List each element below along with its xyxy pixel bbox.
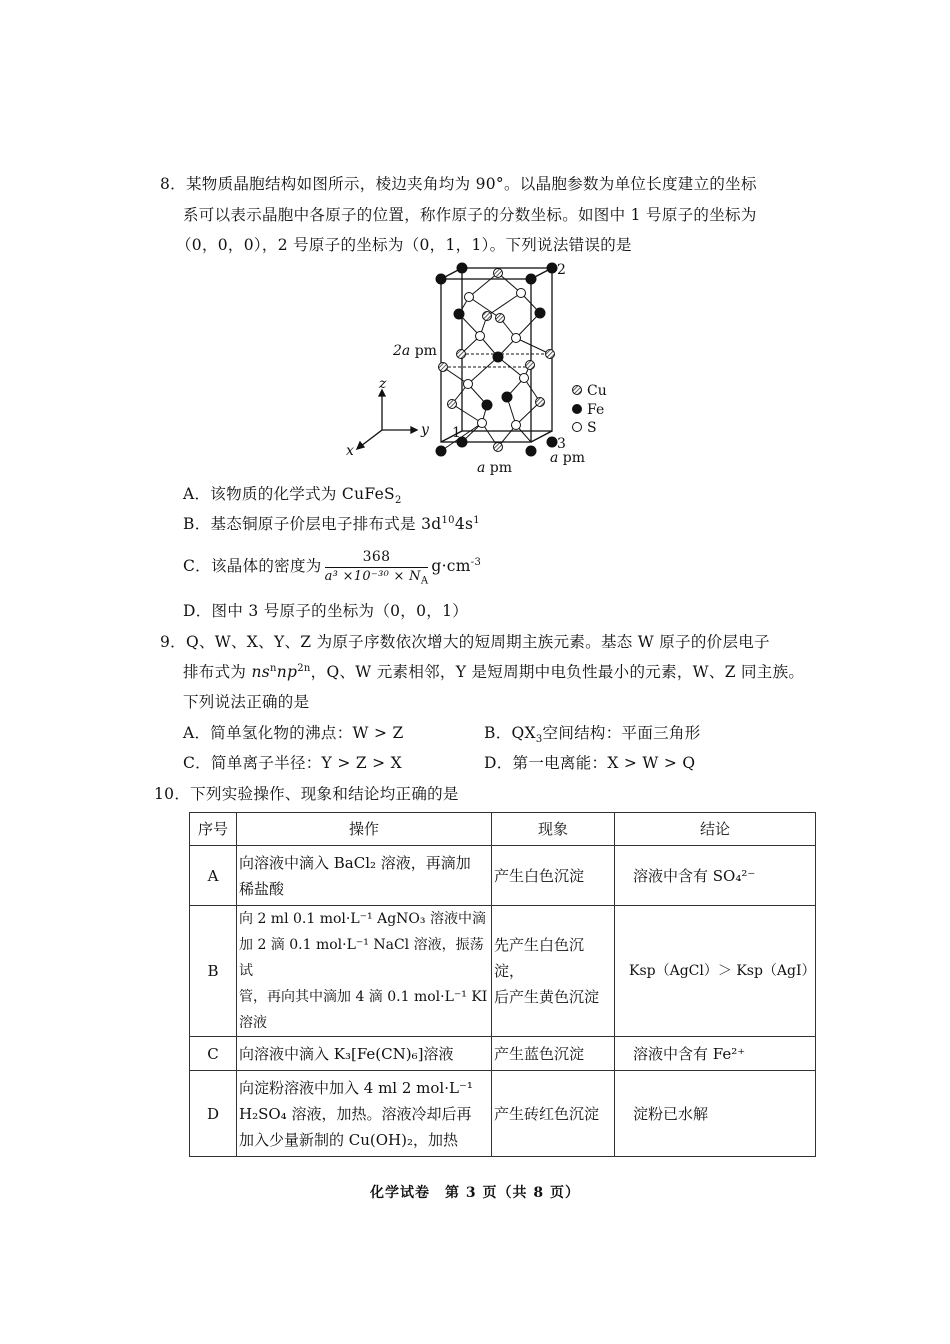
svg-text:x: x <box>346 443 354 459</box>
q9-line3: 下列说法正确的是 <box>183 693 310 711</box>
legend-fe: Fe <box>587 402 605 418</box>
q8-option-c: C．该晶体的密度为 $\frac{368}{a^3 \times 10^{-30} \times N_A}$ $g\cdot cm^{-3}$ <box>183 549 482 587</box>
experiment-table <box>189 812 816 1157</box>
crystal-cell-figure <box>340 258 620 478</box>
table-row: D 向淀粉溶液中加入 4 ml 2 mol·L⁻¹ H₂SO₄ 溶液，加热。溶液冷却后再 加入少量新制的 Cu(OH)₂，加热 产生砖红色沉淀 淀粉已水解 <box>190 1071 816 1157</box>
table-row: A 向溶液中滴入 BaCl₂ 溶液，再滴加 稀盐酸 产生白色沉淀 溶液中含有 SO₄²⁻ <box>190 846 816 906</box>
page-footer: 化学试卷 第 3 页（共 8 页） <box>370 1185 580 1201</box>
svg-text:a pm: a pm <box>477 460 513 476</box>
atom-label-3: 3 <box>557 436 566 452</box>
q8-line2: 系可以表示晶胞中各原子的位置，称作原子的分数坐标。如图中 1 号原子的坐标为 <box>183 206 757 224</box>
q9-line2: 排布式为 $ns^nnp^{2n}$，Q、W 元素相邻，Y 是短周期中电负性最小的元素，W、Z 同主族。 <box>183 662 805 681</box>
svg-text:2a pm: 2a pm <box>393 343 437 359</box>
atom-label-2: 2 <box>557 262 566 278</box>
q9-option-d: D．第一电离能：X > W > Q <box>484 754 696 772</box>
svg-text:z: z <box>379 376 387 392</box>
q9-option-a: A．简单氢化物的沸点：W > Z <box>183 724 404 742</box>
table-row: B 向 2 ml 0.1 mol·L⁻¹ AgNO₃ 溶液中滴 加 2 滴 0.1 mol·L⁻¹ NaCl 溶液，振荡试 管，再向其中滴加 4 滴 0.1 mol·L⁻¹ KI 溶液 先产生白色沉淀， 后产生黄色沉淀 Ksp（AgCl）＞ Ksp（AgI） <box>190 906 816 1037</box>
q9-option-c: C．简单离子半径：Y > Z > X <box>183 754 402 772</box>
q8-line1: 8．某物质晶胞结构如图所示，棱边夹角均为 90°。以晶胞参数为单位长度建立的坐标 <box>160 175 757 193</box>
q8-option-b: B．基态铜原子价层电子排布式是 $3d^{10}4s^1$ <box>183 514 480 533</box>
q9-option-b: B．$QX_3$空间结构：平面三角形 <box>484 724 701 746</box>
q8-option-d: D．图中 3 号原子的坐标为（0，0，1） <box>183 602 469 620</box>
q8-option-a: A．该物质的化学式为 CuFeS$_2$ <box>183 485 402 507</box>
legend-s: S <box>587 420 597 436</box>
q8-number: 8． <box>160 175 186 193</box>
legend-cu: Cu <box>587 383 607 399</box>
table-header-row: 序号 操作 现象 结论 <box>190 813 816 846</box>
q10-line1: 10．下列实验操作、现象和结论均正确的是 <box>154 785 459 803</box>
q8-line3: （0，0，0），2 号原子的坐标为（0，1，1）。下列说法错误的是 <box>176 236 632 254</box>
svg-text:a pm: a pm <box>550 450 586 466</box>
svg-text:y: y <box>421 422 429 438</box>
table-row: C 向溶液中滴入 K₃[Fe(CN)₆]溶液 产生蓝色沉淀 溶液中含有 Fe²⁺ <box>190 1037 816 1071</box>
q9-line1: 9．Q、W、X、Y、Z 为原子序数依次增大的短周期主族元素。基态 W 原子的价层电子 <box>160 633 770 651</box>
atom-label-1: 1 <box>452 425 461 441</box>
